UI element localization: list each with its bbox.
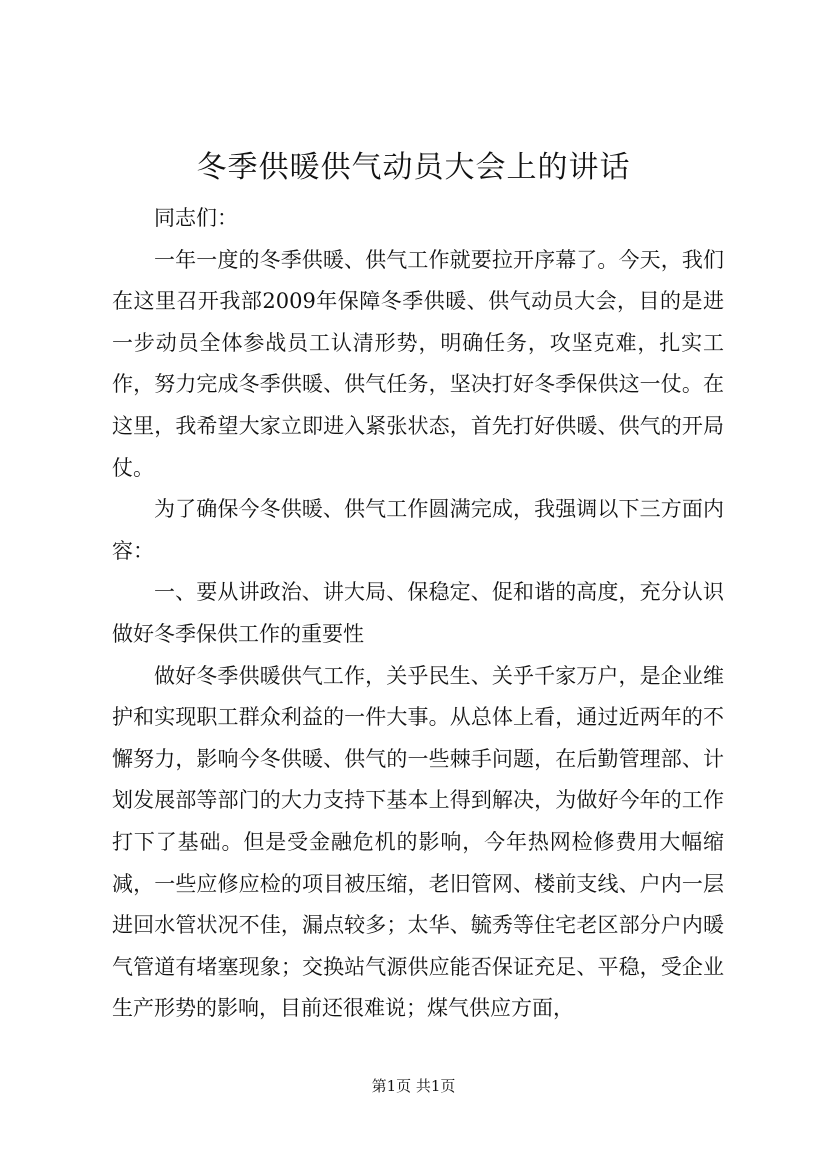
paragraph-outline: 为了确保今冬供暖、供气工作圆满完成，我强调以下三方面内容： [112, 497, 724, 563]
section-heading-1: 一、要从讲政治、讲大局、保稳定、促和谐的高度，充分认识做好冬季保供工作的重要性 [112, 580, 724, 646]
paragraph-section-1: 做好冬季供暖供气工作，关乎民生、关乎千家万户，是企业维护和实现职工群众利益的一件大事。从总体上看，通过近两年的不懈努力，影响今冬供暖、供气的一些棘手问题，在后勤管理部、计划发展部等部门的大力支持下基本上得到解决，为做好今年的工作打下了基础。但是受金融危机的影响，今年热网检修费用大幅缩减，一些应修应检的项目被压缩，老旧管网、楼前支线、户内一层进回水管状况不佳，漏点较多；太华、毓秀等住宅老区部分户内暖气管道有堵塞现象；交换站气源供应能否保证充足、平稳，受企业生产形势的影响，目前还很难说；煤气供应方面， [112, 663, 724, 1021]
page-number-footer: 第1页 共1页 [371, 1077, 456, 1095]
paragraph-intro: 一年一度的冬季供暖、供气工作就要拉开序幕了。今天，我们在这里召开我部2009年保障冬季供暖、供气动员大会，目的是进一步动员全体参战员工认清形势，明确任务，攻坚克难，扎实工作，努力完成冬季供暖、供气任务，坚决打好冬季保供这一仗。在这里，我希望大家立即进入紧张状态，首先打好供暖、供气的开局仗。 [112, 247, 724, 480]
salutation: 同志们： [154, 206, 238, 230]
document-body [112, 198, 724, 1030]
document-title: 冬季供暖供气动员大会上的讲话 [196, 150, 631, 185]
